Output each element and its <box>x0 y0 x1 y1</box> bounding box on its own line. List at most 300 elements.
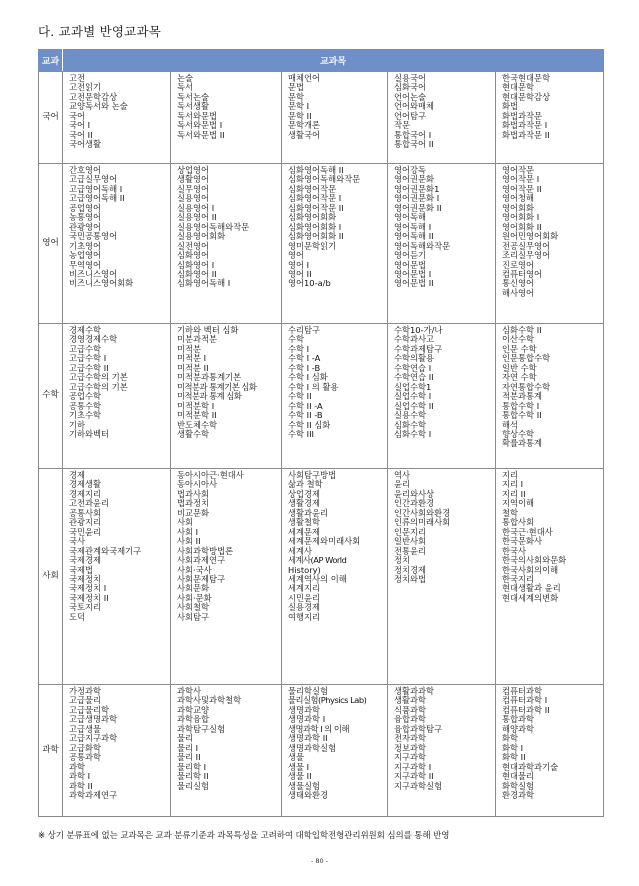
subject-item: 이산수학 <box>502 334 535 345</box>
subject-item: 실업수학 II <box>394 400 434 411</box>
subject-item: 고급수학 II <box>69 362 109 373</box>
table-row <box>39 72 604 164</box>
subject-item: 여행지리 <box>288 611 321 622</box>
subject-item: 생활영어 <box>177 174 210 185</box>
subject-item: 실업수학 I <box>394 391 432 402</box>
table-body <box>39 72 604 817</box>
subject-item: 생명과학 I 의 이해 <box>288 723 349 734</box>
subject-item: 화법과작문 II <box>502 129 550 140</box>
subject-item: 영어권문화1 <box>394 183 440 194</box>
subject-column <box>496 164 604 324</box>
subject-item: 물리학 I <box>177 761 207 772</box>
subject-item: 수학 I -A <box>288 353 321 364</box>
subject-column <box>388 164 496 324</box>
subject-column <box>282 72 388 164</box>
subject-item: 지구과학 <box>394 752 427 763</box>
subject-item: 물리실험(Physics Lab) <box>288 695 367 706</box>
subject-item: 고급영어독해 II <box>69 193 125 204</box>
subject-item: 농통영어 <box>69 212 102 223</box>
subject-item: 과학 I <box>69 771 91 782</box>
subject-item: 국제경제 <box>69 555 102 566</box>
subject-item: 정치와법 <box>394 573 427 584</box>
subject-item: 세계역사의 이해 <box>288 573 347 584</box>
subject-item: 실용경제 <box>288 602 321 613</box>
subject-item: 영미문학읽기 <box>288 240 337 251</box>
subject-item: 정보과학 <box>394 742 427 753</box>
subject-item: 환경과학 <box>502 789 535 800</box>
subject-item: 고급화학 <box>69 742 102 753</box>
subject-item: 지리 I <box>502 479 524 490</box>
subject-item: 과학탐구실험 <box>177 723 226 734</box>
subject-item: 고급생명과학 <box>69 714 118 725</box>
subject-item: 심화영어회화 I <box>288 221 342 232</box>
subject-item: 영어 <box>288 250 305 261</box>
subject-item: 생활국어 <box>288 129 321 140</box>
subject-item: 논술 <box>177 73 194 83</box>
subject-item: 사회문제탐구 <box>177 573 226 584</box>
subject-item: 컴퓨터과학 II <box>502 704 550 715</box>
subject-item: 심화영어작문 II <box>288 202 344 213</box>
subject-item: 생명과학 <box>288 704 321 715</box>
subject-column <box>496 72 604 164</box>
subject-item: 수학 II -B <box>288 410 323 421</box>
subject-item: 국민윤리 <box>69 526 102 537</box>
subject-item: 수학과사고 <box>394 334 435 345</box>
subject-item: 경제생활 <box>69 479 102 490</box>
subject-item: 영어권문화 <box>394 174 435 185</box>
subject-item: 국어 <box>69 110 86 121</box>
subject-item: 수학연습 I <box>394 362 432 373</box>
subject-item: 영어독해 II <box>394 231 434 242</box>
subject-item: 수학 I -B <box>288 362 321 373</box>
subject-column <box>63 324 171 469</box>
subject-item: 생물 II <box>288 771 312 782</box>
subject-item: 물리학실험 <box>288 686 329 696</box>
subject-item: 공통사회 <box>69 507 102 518</box>
subject-item: 영어10-a/b <box>288 278 331 289</box>
subject-item: 고전문학감상 <box>69 91 118 102</box>
subject-item: 세계사(AP World <box>288 555 347 566</box>
subject-item: History) <box>288 564 321 575</box>
subject-item: 해석 <box>502 419 519 430</box>
subject-item: 물리실험 <box>177 780 210 791</box>
subject-item: 인간과환경 <box>394 498 435 509</box>
subject-item: 윤리와사상 <box>394 488 435 499</box>
subject-item: 실업수학1 <box>394 381 432 392</box>
subject-item: 전자과학 <box>394 733 427 744</box>
subject-item: 해사영어 <box>502 287 535 298</box>
subject-column <box>388 72 496 164</box>
subject-item: 경영경제수학 <box>69 334 118 345</box>
subject-item: 생명과학 II <box>288 733 328 744</box>
subject-item: 고전과윤리 <box>69 498 110 509</box>
subject-item: 국제정치 <box>69 573 102 584</box>
subject-item: 교양독서와 논술 <box>69 101 128 112</box>
subject-item: 고급물리학 <box>69 704 110 715</box>
subject-item: 국사 <box>69 536 86 547</box>
subject-item: 현대세계의변화 <box>502 592 559 603</box>
subject-item: 과학사및과학철학 <box>177 695 242 706</box>
subject-item: 고급생물 <box>69 723 102 734</box>
subject-item: 실용국어 <box>394 73 427 83</box>
subject-item: 화학 I <box>502 742 524 753</box>
subject-item: 독서생활 <box>177 101 210 112</box>
subject-item: 고급수학 I <box>69 353 107 364</box>
subject-item: 생활경제 <box>288 498 321 509</box>
subject-item: 문학 <box>288 91 305 102</box>
section-title: 다. 교과별 반영교과목 <box>38 24 161 39</box>
subject-item: 수학 <box>288 334 305 345</box>
subject-item: 통합국어 II <box>394 139 434 150</box>
subject-item: 미적분학 I <box>177 400 215 411</box>
subject-item: 통합수학 I <box>502 400 540 411</box>
subject-item: 지구과학 II <box>394 771 434 782</box>
subject-item: 화학 II <box>502 752 526 763</box>
subject-item: 미분과적분 <box>177 334 218 345</box>
subject-item: 사회·국사 <box>177 564 212 575</box>
subject-item: 사회문화 <box>177 583 210 594</box>
subject-item: 언어와매체 <box>394 101 435 112</box>
category-cell: 과학 <box>39 685 63 817</box>
subject-item: 현대문학감상 <box>502 91 551 102</box>
subject-item: 영어듣기 <box>394 250 427 261</box>
subject-column <box>171 469 282 685</box>
subject-item: 미적분학 II <box>177 410 217 421</box>
subject-item: 수학 III <box>288 428 315 439</box>
subject-item: 통신영어 <box>502 278 535 289</box>
subject-item: 영어회화 I <box>502 212 540 223</box>
subject-item: 인문지리 <box>394 526 427 537</box>
subject-item: 영어문법 II <box>394 278 434 289</box>
subject-item: 심화수학 I <box>394 428 432 439</box>
subject-column <box>282 685 388 817</box>
subject-item: 융합과학 <box>394 714 427 725</box>
subject-item: 영어작문 <box>502 165 535 175</box>
subject-item: 과학사 <box>177 686 202 696</box>
table-row <box>39 164 604 324</box>
subject-item: 화법 <box>502 101 519 112</box>
subject-column <box>171 324 282 469</box>
subject-item: 수리탐구 <box>288 325 321 335</box>
subject-item: 실용영어 II <box>177 212 217 223</box>
subject-item: 영어문법 I <box>394 268 432 279</box>
subject-item: 사회탐구 <box>177 611 210 622</box>
subject-item: 지구과학 I <box>394 761 432 772</box>
subject-item: 동아시아사 <box>177 479 218 490</box>
subject-item: 심화영어 <box>177 250 210 261</box>
subject-item: 독서 <box>177 82 194 93</box>
subject-item: 심화영어독해와작문 <box>288 174 361 185</box>
subject-item: 영어권문화 I <box>394 193 440 204</box>
subject-item: 삶과 철학 <box>288 479 323 490</box>
subject-item: 사회 II <box>177 536 201 547</box>
subject-item: 영어회화 <box>502 202 535 213</box>
subject-item: 사회 I <box>177 526 199 537</box>
subject-item: 국제정치 II <box>69 592 109 603</box>
subject-item: 미적분과 통계 심화 <box>177 391 242 402</box>
subject-item: 국토지리 <box>69 602 102 613</box>
subject-item: 수학 I 심화 <box>288 372 328 383</box>
subject-item: 고전읽기 <box>69 82 102 93</box>
subject-item: 한국의사회와문화 <box>502 555 567 566</box>
subject-item: 수학의활용 <box>394 353 435 364</box>
subject-item: 생태와환경 <box>288 789 329 800</box>
subject-item: 물리 <box>177 733 194 744</box>
subject-item: 인문 수학 <box>502 343 537 354</box>
subject-item: 적분과통계 <box>502 391 543 402</box>
subject-item: 관광지리 <box>69 517 102 528</box>
subject-item: 실용영어회화 <box>177 231 226 242</box>
subject-item: 수학과제탐구 <box>394 343 443 354</box>
subject-item: 컴퓨터과학 <box>502 686 543 696</box>
subject-item: 확률과통계 <box>502 438 543 449</box>
subject-item: 과학 II <box>69 780 93 791</box>
subject-item: 생명과학실험 <box>288 742 337 753</box>
subject-item: 현대물리 <box>502 771 535 782</box>
subject-item: 통합국어 I <box>394 129 432 140</box>
subject-column <box>171 685 282 817</box>
subject-item: 현대문학 <box>502 82 535 93</box>
subject-item: 비즈니스영어 <box>69 268 118 279</box>
subject-item: 생활과과학 <box>394 686 435 696</box>
subject-item: 사회철학 <box>177 602 210 613</box>
subject-item: 영어회화 II <box>502 221 542 232</box>
subject-item: 국제정치 I <box>69 583 107 594</box>
subject-item: 정치경제 <box>394 564 427 575</box>
subject-item: 컴퓨터영어 <box>502 268 543 279</box>
subject-item: 지리 <box>502 470 519 480</box>
subject-item: 세계문제 <box>288 526 321 537</box>
subject-item: 화학실험 <box>502 780 535 791</box>
subject-item: 사회·문화 <box>177 592 212 603</box>
subject-item: 국민공통영어 <box>69 231 118 242</box>
subject-item: 국제관계와국제기구 <box>69 545 142 556</box>
subject-item: 고급수학 <box>69 343 102 354</box>
subject-column <box>63 164 171 324</box>
subject-item: 생명과학 I <box>288 714 326 725</box>
subject-item: 영어문법 <box>394 259 427 270</box>
subject-item: 언어탐구 <box>394 110 427 121</box>
subject-item: 영어강독 <box>394 165 427 175</box>
subject-item: 미적분과통계기본 <box>177 372 242 383</box>
subject-item: 생물 I <box>288 761 310 772</box>
subject-item: 영어청해 <box>502 193 535 204</box>
subject-item: 경제 <box>69 470 86 480</box>
subject-item: 국제법 <box>69 564 94 575</box>
subject-item: 한국사회의이해 <box>502 564 559 575</box>
subject-item: 진로영어 <box>502 259 535 270</box>
subject-item: 독서와문법 II <box>177 129 225 140</box>
subject-item: 매체언어 <box>288 73 321 83</box>
subject-item: 현대과학과기술 <box>502 761 559 772</box>
subject-item: 미적분과 통계기본 심화 <box>177 381 257 392</box>
subject-item: 고급영어독해 I <box>69 183 123 194</box>
subject-item: 경제지리 <box>69 488 102 499</box>
subject-item: 통합사회 <box>502 517 535 528</box>
subject-item: 고급실무영어 <box>69 174 118 185</box>
subject-item: 기하와벡터 <box>69 428 110 439</box>
subject-item: 작문 <box>394 120 411 131</box>
subject-item: 통합수학 II <box>502 410 542 421</box>
subject-item: 과학과제연구 <box>69 789 118 800</box>
subject-item: 생활과학 <box>394 695 427 706</box>
subject-item: 도덕 <box>69 611 86 622</box>
subject-column <box>388 469 496 685</box>
subject-item: 심화영어회화 II <box>288 231 344 242</box>
subject-item: 동아시아근·현대사 <box>177 470 244 480</box>
subject-item: 지역이해 <box>502 498 535 509</box>
table-header-row <box>39 50 604 72</box>
subject-item: 고급물리 <box>69 695 102 706</box>
subject-item: 해양과학 <box>502 723 535 734</box>
subject-item: 생물실험 <box>288 780 321 791</box>
subject-item: 심화영어독해 I <box>177 278 231 289</box>
subject-item: 한국문화사 <box>502 536 543 547</box>
subject-table <box>38 49 604 817</box>
subject-item: 생활수학 <box>177 428 210 439</box>
subject-column <box>282 469 388 685</box>
subject-column <box>63 685 171 817</box>
subject-item: 심화영어 I <box>177 259 215 270</box>
subject-item: 비교문화 <box>177 507 210 518</box>
subject-item: 화학 <box>502 733 519 744</box>
subject-item: 생물 <box>288 752 305 763</box>
subject-item: 언어논술 <box>394 91 427 102</box>
subject-item: 인간사회와환경 <box>394 507 451 518</box>
subject-item: 지리 II <box>502 488 526 499</box>
subject-item: 실무영어 <box>177 183 210 194</box>
subject-item: 공업영어 <box>69 202 102 213</box>
subject-item: 기초영어 <box>69 240 102 251</box>
subject-item: 세계문제와미래사회 <box>288 536 361 547</box>
subject-item: 식품과학 <box>394 704 427 715</box>
subject-item: 물리 II <box>177 752 201 763</box>
subject-item: 독서와문법 <box>177 110 218 121</box>
subject-item: 사회과제연구 <box>177 555 226 566</box>
subject-item: 시민윤리 <box>288 592 321 603</box>
subject-item: 수학 I <box>288 343 310 354</box>
table-row <box>39 324 604 469</box>
subject-item: 상업영어 <box>177 165 210 175</box>
table-row <box>39 469 604 685</box>
subject-item: 고급지구과학 <box>69 733 118 744</box>
subject-column <box>63 72 171 164</box>
subject-item: 심화영어작문 <box>288 183 337 194</box>
subject-item: 사회 <box>177 517 194 528</box>
subject-item: 기하와 벡터 심화 <box>177 325 239 335</box>
subject-item: 공업수학 <box>69 391 102 402</box>
subject-item: 철학 <box>502 507 519 518</box>
table-row <box>39 685 604 817</box>
subject-item: 한국지리 <box>502 573 535 584</box>
subject-item: 과학교양 <box>177 704 210 715</box>
subject-item: 영어독해 I <box>394 221 432 232</box>
subject-item: 원어민영어회화 <box>502 231 559 242</box>
subject-item: 인류의미래사회 <box>394 517 451 528</box>
subject-column <box>388 324 496 469</box>
subject-item: 윤리 <box>394 479 411 490</box>
subject-item: 비즈니스영어회화 <box>69 278 134 289</box>
category-cell: 영어 <box>39 164 63 324</box>
subject-item: 심화영어회화 <box>288 212 337 223</box>
page-number: - 80 - <box>310 857 329 865</box>
subject-column <box>282 324 388 469</box>
subject-item: 수학 II -A <box>288 400 323 411</box>
subject-item: 독서논술 <box>177 91 210 102</box>
subject-item: 영어 I <box>288 259 310 270</box>
subject-item: 일반사회 <box>394 536 427 547</box>
header-subjects: 교과목 <box>63 50 604 72</box>
subject-item: 농업영어 <box>69 250 102 261</box>
subject-item: 간호영어 <box>69 165 102 175</box>
subject-item: 물리학 II <box>177 771 209 782</box>
subject-item: 한국사 <box>502 545 527 556</box>
subject-item: 실전영어 <box>177 240 210 251</box>
subject-item: 기초수학 <box>69 410 102 421</box>
subject-item: 한국근·현대사 <box>502 526 553 537</box>
subject-item: 국어 II <box>69 129 93 140</box>
subject-column <box>171 164 282 324</box>
subject-column <box>496 324 604 469</box>
subject-item: 과학융합 <box>177 714 210 725</box>
subject-item: 심화수학 <box>394 419 427 430</box>
subject-column <box>171 72 282 164</box>
subject-item: 과학 <box>69 761 86 772</box>
subject-item: 실용영어독해와작문 <box>177 221 250 232</box>
subject-item: 미적분 I <box>177 353 207 364</box>
subject-item: 세계사 <box>288 545 313 556</box>
subject-item: 화법과작문 <box>502 110 543 121</box>
subject-column <box>496 685 604 817</box>
subject-item: 반도체수학 <box>177 419 218 430</box>
subject-item: 문학 II <box>288 110 312 121</box>
subject-item: 조리실무영어 <box>502 250 551 261</box>
subject-item: 한국현대문학 <box>502 73 551 83</box>
subject-item: 문학 I <box>288 101 310 112</box>
subject-item: 심화수학 II <box>502 325 542 335</box>
subject-item: 영어독해 <box>394 212 427 223</box>
subject-item: 경제수학 <box>69 325 102 335</box>
subject-item: 심화영어작문 I <box>288 193 342 204</box>
subject-item: 수학연습 II <box>394 372 434 383</box>
subject-item: 무역영어 <box>69 259 102 270</box>
subject-column <box>282 164 388 324</box>
subject-column <box>388 685 496 817</box>
subject-item: 실용수학 <box>394 410 427 421</box>
subject-item: 문학개론 <box>288 120 321 131</box>
subject-item: 영어권문화 II <box>394 202 442 213</box>
subject-item: 미적분 <box>177 343 202 354</box>
subject-item: 화법과작문 I <box>502 120 548 131</box>
subject-item: 자연 수학 <box>502 372 537 383</box>
category-cell: 수학 <box>39 324 63 469</box>
subject-item: 수학 I 의 활용 <box>288 381 339 392</box>
subject-item: 생활철학 <box>288 517 321 528</box>
subject-item: 사회과학방법론 <box>177 545 234 556</box>
subject-item: 전공실무영어 <box>502 240 551 251</box>
subject-item: 사회탐구방법 <box>288 470 337 480</box>
subject-item: 고전 <box>69 73 86 83</box>
subject-item: 영어작문 II <box>502 183 542 194</box>
subject-item: 지구과학실험 <box>394 780 443 791</box>
subject-item: 향상수학 <box>502 428 535 439</box>
subject-item: 영어 II <box>288 268 312 279</box>
subject-item: 컴퓨터과학 I <box>502 695 548 706</box>
subject-item: 통합과학 <box>502 714 535 725</box>
subject-item: 공통수학 <box>69 400 102 411</box>
subject-item: 생활과윤리 <box>288 507 329 518</box>
category-cell: 사회 <box>39 469 63 685</box>
